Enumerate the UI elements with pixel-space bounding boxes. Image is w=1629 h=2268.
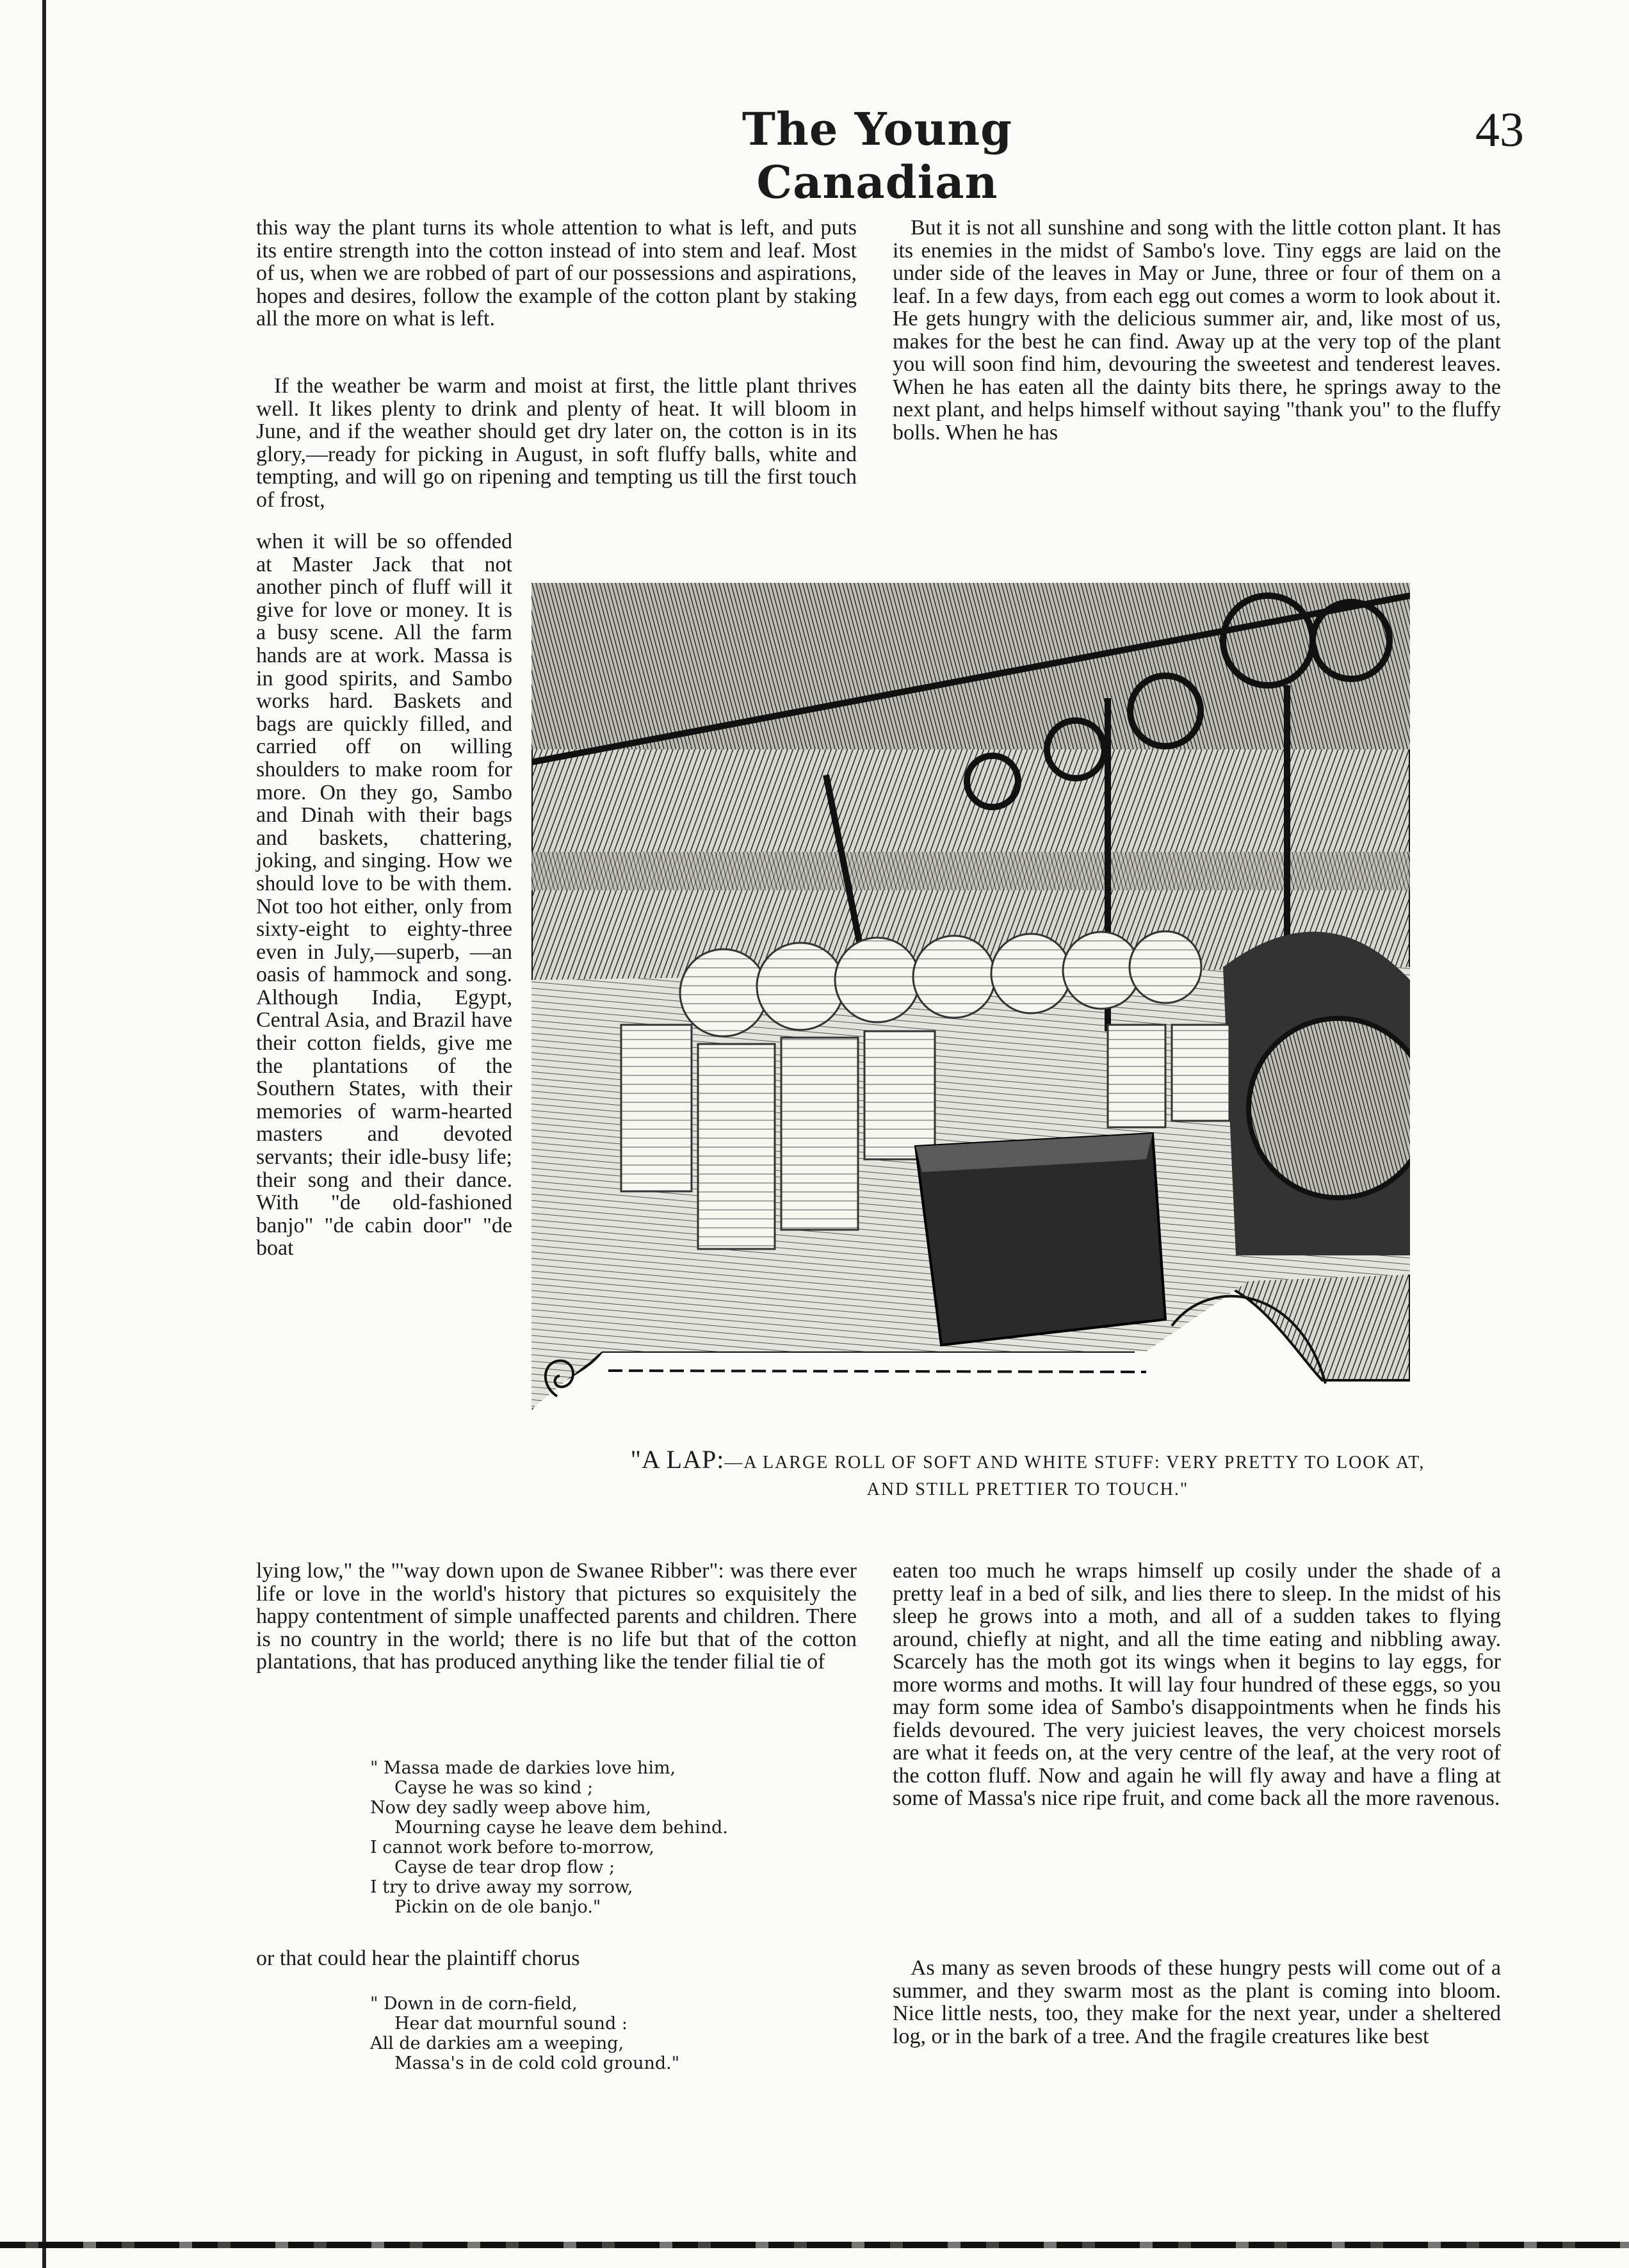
poem-line: Pickin on de ole banjo." [394,1897,601,1917]
poem-line: Mourning cayse he leave dem behind. [394,1818,728,1838]
poem-verse-2 [370,1994,679,2073]
poem-line: " Massa made de darkies love him, [370,1758,676,1778]
poem-line: Cayse he was so kind ; [394,1778,594,1798]
caption-lead: "A LAP: [630,1445,725,1474]
right-paragraph-2: eaten too much he wraps himself up cosily under the shade of a pretty leaf in a bed of silk, and lies there to sleep. In the midst of his sleep he grows into a moth, and all of a sudden takes to flying around, chiefly at night, and all the time eating and nibbling away. Scarcely has the moth got its wings when it begins to lay eggs, for more worms and moths. It will lay four hundred of these eggs, so you may form some idea of Sambo's disappointments when he finds his fields devoured. The very juiciest leaves, the very choicest morsels are what it feeds on, at the very centre of the leaf, at the very root of the cotton fluff. Now and again he will fly away and have a fling at some of Massa's nice ripe fruit, and come back all the more ravenous. [893,1559,1501,1810]
poem-line: Now dey sadly weep above him, [370,1798,651,1818]
page-edge-rule [42,0,46,2268]
poem-verse-1 [370,1758,728,1917]
page-bottom-edge [0,2242,1629,2248]
left-wrap-paragraph: when it will be so offended at Master Jack that not another pinch of fluff will it give for love or money. It is a busy scene. All the farm hands are at work. Massa is in good spirits, and Sambo works hard. Baskets and bags are quickly filled, and carried off on willing shoulders to make room for more. On they go, Sambo and Dinah with their bags and baskets, chattering, joking, and singing. How we should love to be with them. Not too hot either, only from sixty-eight to eighty-three even in July,—superb, —an oasis of hammock and song. Although India, Egypt, Central Asia, and Brazil have their cotton fields, give me the plantations of the Southern States, with their memories of warm-hearted masters and devoted servants; their idle-busy life; their song and their dance. With "de old-fashioned banjo" "de cabin door" "de boat [256,530,512,1260]
right-paragraph-3: As many as seven broods of these hungry pests will come out of a summer, and they swarm most as the plant is coming into bloom. Nice little nests, too, they make for the next year, under a sheltered log, or in the bark of a tree. And the fragile creatures like best [893,1956,1501,2048]
caption-text: —A LARGE ROLL OF SOFT AND WHITE STUFF: VERY PRETTY TO LOOK AT, AND STILL PRETTIER TO TOUCH." [724,1453,1425,1499]
mill-engraving-image [531,583,1410,1435]
page-title: The Young Canadian [742,102,1013,209]
left-paragraph-3: lying low," the "'way down upon de Swanee Ribber": was there ever life or love in the world's history that pictures so exquisitely the happy contentment of simple unaffected parents and children. There is no country in the world; there is no life but that of the cotton plantations, that has produced anything like the tender filial tie of [256,1559,857,1674]
poem-line: Massa's in de cold cold ground." [394,2053,680,2073]
right-paragraph-1: But it is not all sunshine and song with the little cotton plant. It has its enemies in the midst of Sambo's love. Tiny eggs are laid on the under side of the leaves in May or June, three or four of them on a leaf. In a few days, from each egg out comes a worm to look about it. He gets hungry with the delicious summer air, and, like most of us, makes for the best he can find. Away up at the very top of the plant you will soon find him, devouring the sweetest and tenderest leaves. When he has eaten all the dainty bits there, he springs away to the next plant, and helps himself without saying "thank you" to the fluffy bolls. When he has [893,216,1501,445]
poem-line: All de darkies am a weeping, [370,2034,624,2053]
figure-caption [628,1446,1428,1503]
engraving-illustration [531,583,1410,1435]
left-paragraph-2: If the weather be warm and moist at first, the little plant thrives well. It likes plenty to drink and plenty of heat. It will bloom in June, and if the weather should get dry later on, the cotton is in its glory,—ready for picking in August, in soft fluffy balls, white and tempting, and will go on ripening and tempting us till the first touch of frost, [256,374,857,512]
poem-line: Hear dat mournful sound : [394,2014,628,2034]
page-number: 43 [1475,103,1524,157]
left-paragraph-1: this way the plant turns its whole attention to what is left, and puts its entire strength into the cotton instead of into stem and leaf. Most of us, when we are robbed of part of our possessions and aspirations, hopes and desires, follow the example of the cotton plant by staking all the more on what is left. [256,216,857,330]
poem-line: I try to drive away my sorrow, [370,1877,633,1897]
poem-line: Cayse de tear drop flow ; [394,1857,615,1877]
poem-line: I cannot work before to-morrow, [370,1838,654,1857]
left-paragraph-4: or that could hear the plaintiff chorus [256,1946,580,1970]
poem-line: " Down in de corn-field, [370,1994,578,2014]
